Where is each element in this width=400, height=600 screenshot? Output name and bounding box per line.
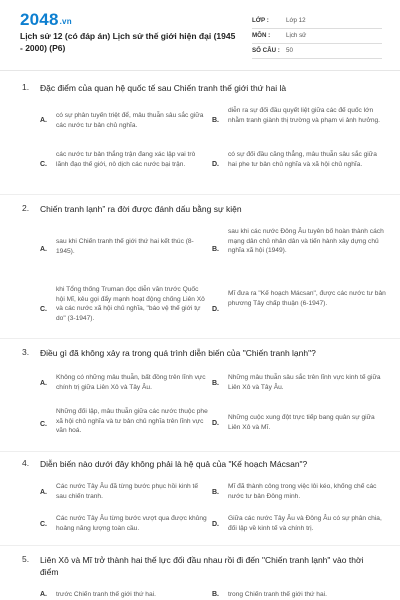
- option-letter: C.: [40, 421, 47, 428]
- option-letter: A.: [40, 380, 47, 387]
- option-letter: D.: [212, 306, 219, 313]
- option-text: diễn ra sự đối đầu quyết liệt giữa các đế quốc lớn nhằm tranh giành thị trường và phạm vi ảnh hưởng.: [228, 107, 381, 124]
- question-separator: [0, 194, 400, 195]
- document-title: Lịch sử 12 (có đáp án) Lịch sử thế giới hiện đại (1945 - 2000) (P6): [20, 31, 236, 53]
- document-header: [0, 0, 400, 70]
- meta-row-count: [252, 44, 382, 59]
- option-letter: B.: [212, 380, 219, 387]
- question-separator: [0, 451, 400, 452]
- question-number: 2.: [22, 203, 30, 213]
- question-number: 1.: [22, 82, 30, 92]
- meta-row-grade: [252, 14, 382, 29]
- option-text: sau khi Chiến tranh thế giới thứ hai kết thúc (8-1945).: [56, 238, 194, 255]
- option-text: Các nước Tây Âu đã từng bước phục hồi kinh tế sau chiến tranh.: [56, 483, 198, 500]
- option-text: có sự đối đầu căng thẳng, mâu thuẫn sâu sắc giữa hai phe tư bản chủ nghĩa và xã hội chủ nghĩa.: [228, 151, 377, 168]
- meta-value: Lớp 12: [286, 17, 306, 24]
- option-letter: C.: [40, 306, 47, 313]
- logo-domain: .vn: [59, 17, 72, 26]
- option-text: Không có những mâu thuẫn, bất đồng trên lĩnh vực chính trị giữa Liên Xô và Tây Âu.: [56, 374, 206, 391]
- question-text: Diễn biến nào dưới đây không phải là hệ quả của "Kế hoạch Mácsan"?: [40, 459, 308, 469]
- option-letter: B.: [212, 117, 219, 124]
- document-meta: [252, 14, 382, 59]
- question-number: 4.: [22, 458, 30, 468]
- option-text: có sự phân tuyến triệt để, mâu thuẫn sâu sắc giữa các nước tư bản chủ nghĩa.: [56, 112, 204, 129]
- option-letter: A.: [40, 246, 47, 253]
- question-separator: [0, 338, 400, 339]
- meta-row-subject: [252, 29, 382, 44]
- option-text: Các nước Tây Âu từng bước vượt qua được khủng hoảng năng lượng toàn cầu.: [56, 515, 207, 532]
- option-letter: C.: [40, 161, 47, 168]
- option-letter: D.: [212, 161, 219, 168]
- option-text: Mĩ đã thành công trong việc lôi kéo, khống chế các nước tư bản Đông minh.: [228, 483, 377, 500]
- option-letter: A.: [40, 591, 47, 598]
- option-letter: A.: [40, 489, 47, 496]
- question-text: Chiến tranh lạnh” ra đời được đánh dấu bằng sự kiện: [40, 204, 242, 214]
- question-separator: [0, 545, 400, 546]
- option-text: Mĩ đưa ra "Kế hoạch Mácsan", được các nước tư bản phương Tây chấp thuận (6-1947).: [228, 290, 386, 307]
- option-text: Những đối lập, mâu thuẫn giữa các nước thuộc phe xã hội chủ nghĩa và tư bản chủ nghĩa trên lĩnh vực văn hoá.: [56, 408, 208, 435]
- logo-text: 2048: [20, 10, 59, 29]
- option-text: Những cuộc xung đột trực tiếp bang quân sự giữa Liên Xô và Mĩ.: [228, 414, 375, 431]
- option-text: Những mâu thuẫn sâu sắc trên lĩnh vực kinh tế giữa Liên Xô và Tây Âu.: [228, 374, 381, 391]
- meta-value: 50: [286, 47, 293, 54]
- meta-value: Lịch sử: [286, 32, 307, 39]
- meta-key: LỚP :: [252, 17, 269, 24]
- option-text: trong Chiến tranh thế giới thứ hai.: [228, 591, 327, 598]
- site-logo[interactable]: [20, 10, 72, 30]
- question-text: Liên Xô và Mĩ trở thành hai thế lực đối đầu nhau rồi đi đến "Chiến tranh lạnh" vào thời điểm: [40, 555, 364, 577]
- question-number: 3.: [22, 347, 30, 357]
- option-letter: B.: [212, 246, 219, 253]
- option-letter: B.: [212, 489, 219, 496]
- question-number: 5.: [22, 554, 30, 564]
- meta-key: SỐ CÂU :: [252, 47, 280, 54]
- option-text: trước Chiến tranh thế giới thứ hai.: [56, 591, 156, 598]
- option-text: Giữa các nước Tây Âu và Đông Âu có sự phân chia, đối lập về kinh tế và chính trị.: [228, 515, 382, 532]
- question-text: Điều gì đã không xảy ra trong quá trình diễn biến của "Chiến tranh lạnh"?: [40, 348, 316, 358]
- option-letter: A.: [40, 117, 47, 124]
- option-text: khi Tổng thống Truman đọc diễn văn trước Quốc hội Mĩ, kêu gọi đẩy mạnh hoạt động chống Liên Xô và các nước xã hội chủ nghĩa, "báo vệ thế giới tự do" (3-1947).: [56, 286, 205, 322]
- option-text: các nước tư bản thắng trận đang xác lập vai trò lãnh đạo thế giới, nô dịch các nước bại trận.: [56, 151, 196, 168]
- header-divider: [0, 70, 400, 71]
- meta-key: MÔN :: [252, 32, 271, 39]
- option-text: sau khi các nước Đông Âu tuyên bố hoàn thành cách mạng dân chủ nhân dân và tiến hành xây dựng chủ nghĩa xã hội (1949).: [228, 228, 384, 255]
- question-text: Đặc điểm của quan hệ quốc tế sau Chiến tranh thế giới thứ hai là: [40, 83, 287, 93]
- option-letter: B.: [212, 591, 219, 598]
- option-letter: C.: [40, 521, 47, 528]
- option-letter: D.: [212, 420, 219, 427]
- option-letter: D.: [212, 521, 219, 528]
